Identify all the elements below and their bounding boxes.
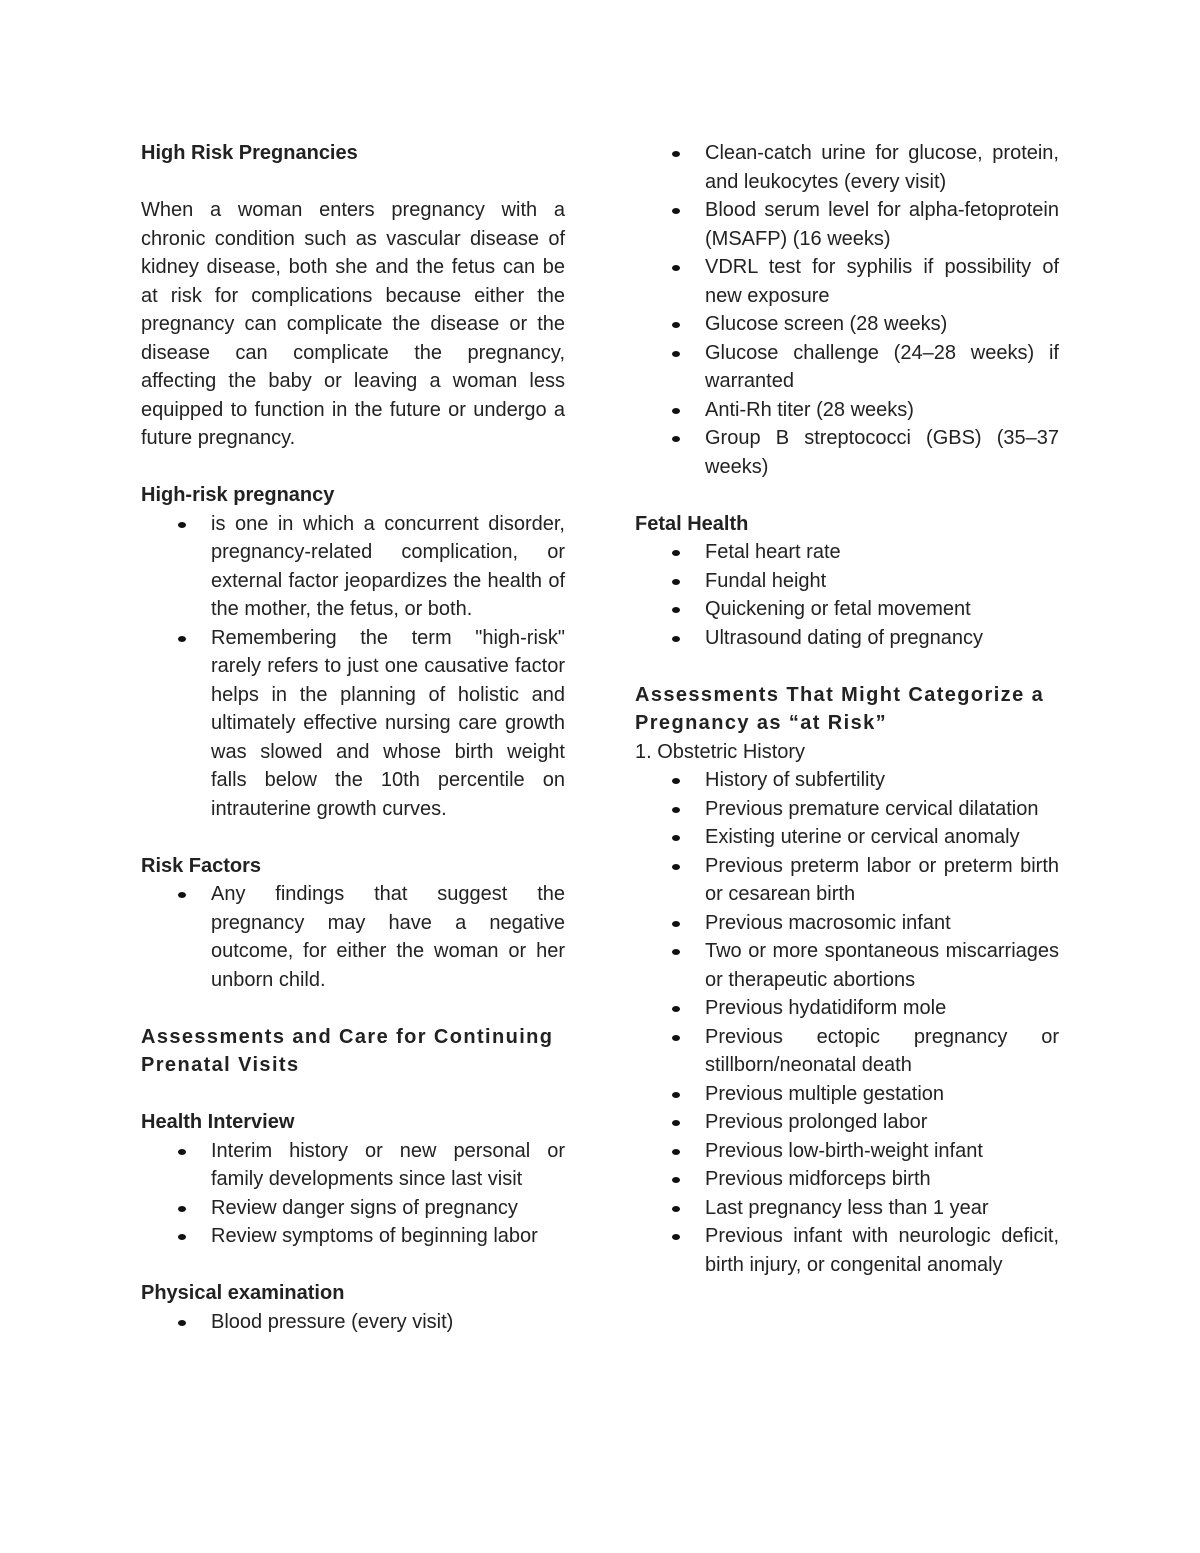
list-item: Blood serum level for alpha-fetoprotein (MSAFP) (16 weeks) [635,196,1059,253]
list-item: VDRL test for syphilis if possibility of new exposure [635,253,1059,310]
list-item: History of subfertility [635,766,1059,795]
list-item: Two or more spontaneous miscarriages or therapeutic abortions [635,937,1059,994]
list-item: Existing uterine or cervical anomaly [635,823,1059,852]
list-item: Previous macrosomic infant [635,909,1059,938]
list-item: Previous hydatidiform mole [635,994,1059,1023]
list-item: Ultrasound dating of pregnancy [635,624,1059,653]
left-column [141,139,565,1336]
list-item: Glucose screen (28 weeks) [635,310,1059,339]
list-item: Previous midforceps birth [635,1165,1059,1194]
obstetric-history-label: 1. Obstetric History [635,740,806,763]
list-item: Previous low-birth-weight infant [635,1137,1059,1166]
list-item: Review symptoms of beginning labor [141,1222,565,1251]
list-item: Blood pressure (every visit) [141,1308,565,1337]
list-item: Quickening or fetal movement [635,595,1059,624]
list-item: Previous premature cervical dilatation [635,795,1059,824]
assessments-heading: Assessments and Care for Continuing Prenatal Visits [141,1025,554,1076]
fetal-health-list [635,538,1059,652]
list-item: Group B streptococci (GBS) (35–37 weeks) [635,424,1059,481]
fetal-health-heading: Fetal Health [635,512,749,535]
list-item: Remembering the term "high-risk" rarely refers to just one causative factor helps in the planning of holistic and ultimately effective nursing care growth was slowed and whose birth weight falls below the 10th percentile on intrauterine growth curves. [141,624,565,824]
document-title: High Risk Pregnancies [141,142,358,164]
list-item: Glucose challenge (24–28 weeks) if warranted [635,339,1059,396]
health-interview-list [141,1137,565,1251]
intro-paragraph: When a woman enters pregnancy with a chronic condition such as vascular disease of kidney disease, both she and the fetus can be at risk for complications because either the pregnancy can complicate the disease or the disease can complicate the pregnancy, affecting the baby or leaving a woman less equipped to function in the future or undergo a future pregnancy. [141,199,565,449]
list-item: Previous preterm labor or preterm birth or cesarean birth [635,852,1059,909]
list-item: Previous infant with neurologic deficit, birth injury, or congenital anomaly [635,1222,1059,1279]
list-item: Fetal heart rate [635,538,1059,567]
list-item: Previous ectopic pregnancy or stillborn/neonatal death [635,1023,1059,1080]
risk-factors-heading: Risk Factors [141,854,262,877]
list-item: Any findings that suggest the pregnancy may have a negative outcome, for either the woman or her unborn child. [141,880,565,994]
list-item: Interim history or new personal or family developments since last visit [141,1137,565,1194]
list-item: Clean-catch urine for glucose, protein, and leukocytes (every visit) [635,139,1059,196]
high-risk-heading: High-risk pregnancy [141,484,335,506]
list-item: Previous multiple gestation [635,1080,1059,1109]
health-interview-heading: Health Interview [141,1111,295,1133]
physical-exam-list [141,1308,565,1337]
obstetric-history-list [635,766,1059,1279]
at-risk-heading: Assessments That Might Categorize a Pregnancy as “at Risk” [635,683,1045,734]
list-item: Fundal height [635,567,1059,596]
risk-factors-list [141,880,565,994]
list-item: Previous prolonged labor [635,1108,1059,1137]
lab-tests-list [635,139,1059,481]
list-item: Anti-Rh titer (28 weeks) [635,396,1059,425]
list-item: is one in which a concurrent disorder, pregnancy-related complication, or external factor jeopardizes the health of the mother, the fetus, or both. [141,510,565,624]
physical-exam-heading: Physical examination [141,1282,345,1304]
list-item: Review danger signs of pregnancy [141,1194,565,1223]
high-risk-list [141,510,565,824]
right-column [635,139,1059,1279]
list-item: Last pregnancy less than 1 year [635,1194,1059,1223]
